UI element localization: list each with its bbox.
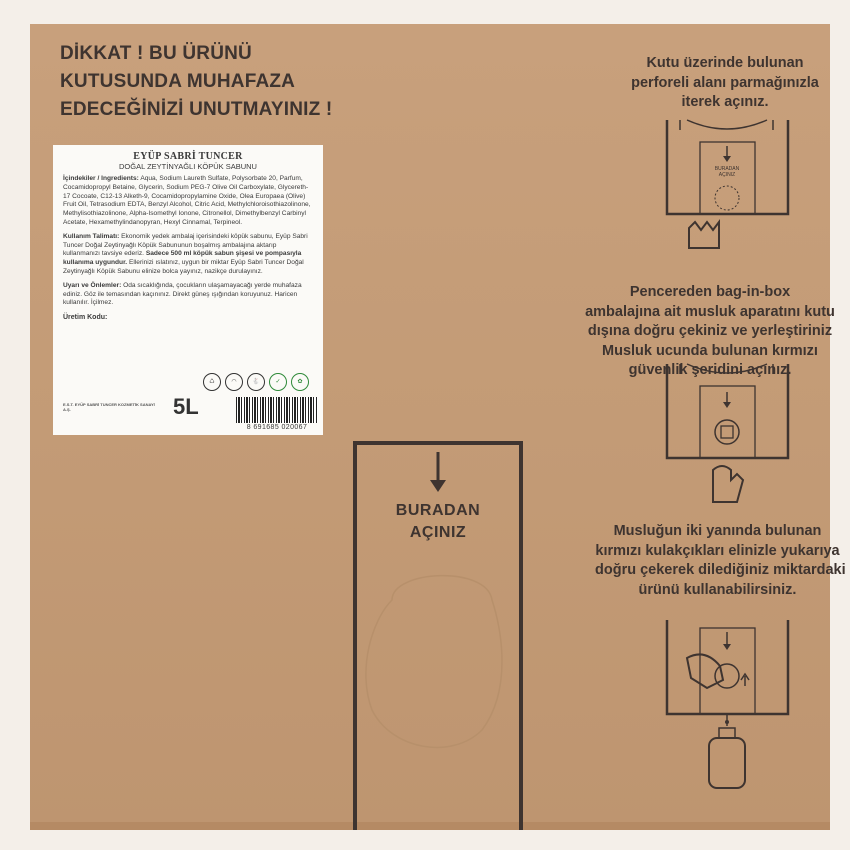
step1-line: Kutu üzerinde bulunan — [646, 55, 804, 71]
pao-icon: ◠ — [225, 373, 243, 391]
production-code: Üretim Kodu: — [63, 314, 108, 322]
usage-instructions — [63, 233, 313, 277]
certification-icons — [203, 373, 309, 391]
open-here-line: BURADAN — [395, 502, 481, 519]
barcode-number: 8 691685 020067 — [246, 424, 308, 431]
warning-line: DİKKAT ! BU ÜRÜNÜ — [60, 43, 252, 64]
warnings-text: Oda sıcaklığında, çocukların ulaşamayacağı yerde muhafaza ediniz. Göz ile temasından kaçınınız. Direkt güneş ışığından koruyunuz. Haricen kullanılır. İçilmez. — [63, 281, 302, 307]
gluten-free-icon: ✿ — [291, 373, 309, 391]
ingredients-heading: İçindekiler / Ingredients: — [63, 175, 139, 182]
barcode — [236, 397, 318, 423]
company-name: E.S.T. EYÜP SABRİ TUNCER KOZMETİK SANAYİ A.Ş. — [63, 402, 155, 412]
company-info — [63, 403, 163, 412]
warnings-heading: Uyarı ve Önlemler: — [63, 281, 122, 289]
instruction-step-3 — [595, 522, 846, 600]
step3-line: kırmızı kulakçıkları elinizle yukarıya — [595, 542, 840, 559]
step2-line: Pencereden bag-in-box — [629, 284, 791, 300]
usage-bold-text: Sadece 500 ml köpük sabun şişesi ve pompasıyla kullanıma uygundur. — [63, 250, 302, 267]
step3-line: Musluğun iki yanında bulunan — [613, 523, 822, 539]
cruelty-free-icon: 🐇 — [247, 373, 265, 391]
mini-open-text: BURADAN — [714, 166, 740, 172]
step2-line: güvenlik şeridini açınız. — [628, 362, 792, 378]
usage-text-2: Ellerinizi ıslatınız, uygun bir miktar Eyüp Sabri Tuncer Doğal Zeytinyağlı Köpük Sabunu elinize bolca yayınız, nazikçe durulayınız. — [63, 259, 304, 275]
mini-open-text: AÇINIZ — [718, 172, 736, 178]
instruction-step-1 — [610, 54, 840, 113]
warning-text — [60, 40, 340, 124]
warnings — [63, 282, 313, 308]
product-subtitle: DOĞAL ZEYTİNYAĞLI KÖPÜK SABUNU — [119, 162, 257, 171]
step2-diagram — [665, 362, 790, 512]
step1-line: perforeli alanı parmağınızla — [631, 74, 819, 91]
vegan-icon: ✓ — [269, 373, 287, 391]
step3-diagram — [665, 618, 790, 793]
volume-label: 5L — [173, 394, 199, 419]
step2-line: Musluk ucunda bulunan kırmızı — [602, 342, 818, 359]
product-label — [53, 145, 323, 435]
ingredients — [63, 175, 313, 228]
step1-diagram — [665, 118, 790, 258]
usage-heading: Kullanım Talimatı: — [63, 232, 120, 240]
usage-text: Ekonomik yedek ambalaj içerisindeki köpük sabunu, Eyüp Sabri Tuncer Doğal Zeytinyağlı Köpük Sabununun boşalmış ambalajına aktarıp kullanmanızı tavsiye ederiz. — [63, 232, 308, 258]
perforated-open-area[interactable] — [352, 440, 524, 830]
step3-line: ürünü kullanabilirsiniz. — [638, 581, 797, 598]
open-here-text — [352, 500, 524, 544]
open-here-line: AÇINIZ — [409, 524, 467, 541]
recycle-icon: ♺ — [203, 373, 221, 391]
step3-line: doğru çekerek dilediğiniz miktardaki — [595, 562, 846, 578]
warning-line: KUTUSUNDA MUHAFAZA — [60, 71, 296, 92]
warning-line: EDECEĞİNİZİ UNUTMAYINIZ ! — [60, 99, 333, 120]
ingredients-text: Aqua, Sodium Laureth Sulfate, Polysorbate 20, Parfum, Cocamidopropyl Betaine, Glycerin, Sodium PEG-7 Olive Oil Carboxylate, Glycereth-17 Cocoate, C12-13 Alketh-9, Cocamidopropylamine Oxide, Olea Europaea (Olive) Fruit Oil, Tetrasodium EDTA, Benzyl Alcohol, Citric Acid, Methylchloroisothiazolinone, Methylisothiazolinone, Alpha-Isomethyl Ionone, Citronellol, Dimethylbenzyl Carbinyl Acetate, Hexamethylindanopyran, Hexyl Cinnamal, Terpineol. — [63, 175, 311, 226]
step2-line: ambalajına ait musluk aparatını kutu — [585, 303, 835, 320]
step1-line: iterek açınız. — [681, 94, 769, 110]
brand-name: EYÜP SABRİ TUNCER — [133, 151, 243, 162]
step2-line: dışına doğru çekiniz ve yerleştiriniz — [587, 323, 833, 339]
